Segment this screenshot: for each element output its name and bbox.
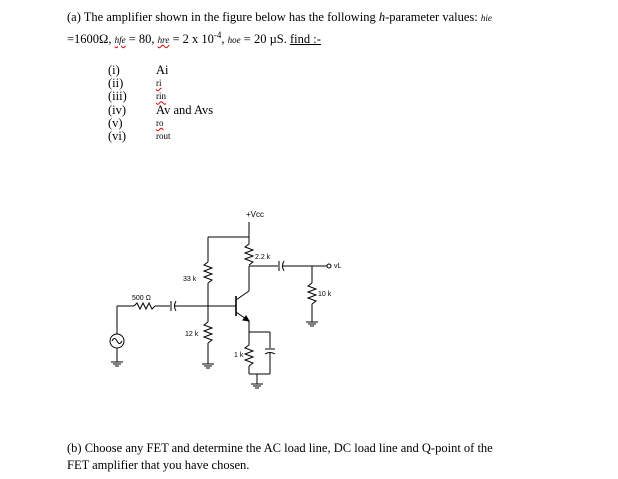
list-item: (i) Ai — [108, 63, 169, 77]
list-item: (ii) ri — [108, 76, 162, 91]
output-terminal — [327, 264, 331, 268]
list-item: (vi) rout — [108, 129, 171, 144]
r1-resistor — [204, 262, 212, 283]
question-b-line1: (b) Choose any FET and determine the AC load line, DC load line and Q-point of the — [67, 441, 493, 455]
emitter-arrow-icon — [243, 316, 249, 321]
question-a-line1: (a) The amplifier shown in the figure below has the following h-parameter values: hie — [67, 10, 492, 24]
vl-label: vL — [334, 263, 342, 270]
list-item: (iv) Av and Avs — [108, 102, 214, 117]
re-resistor — [245, 345, 253, 366]
rs-resistor — [134, 303, 155, 309]
r2-label: 12 k — [185, 331, 199, 338]
rs-label: 500 Ω — [132, 295, 151, 302]
question-b-text — [67, 440, 493, 474]
rl-resistor — [308, 283, 316, 304]
rc-resistor — [245, 244, 253, 265]
question-a-line2: =1600Ω, hfe = 80, hre = 2 x $10^{-4}$, hoe = 20 µS. find :- — [67, 30, 321, 47]
rc-label: 2.2 k — [255, 254, 271, 261]
rl-label: 10 k — [318, 291, 332, 298]
r2-resistor — [204, 322, 212, 343]
transistor-collector — [236, 291, 249, 300]
re-label: 1 k — [234, 352, 244, 359]
list-item: (v) ro — [108, 115, 164, 130]
list-item: (iii) rin — [108, 89, 166, 104]
r1-label: 33 k — [183, 276, 197, 283]
vcc-label: +Vcc — [246, 210, 265, 219]
question-b-line2: FET amplifier that you have chosen. — [67, 458, 250, 472]
find-label: find :- — [289, 32, 321, 47]
